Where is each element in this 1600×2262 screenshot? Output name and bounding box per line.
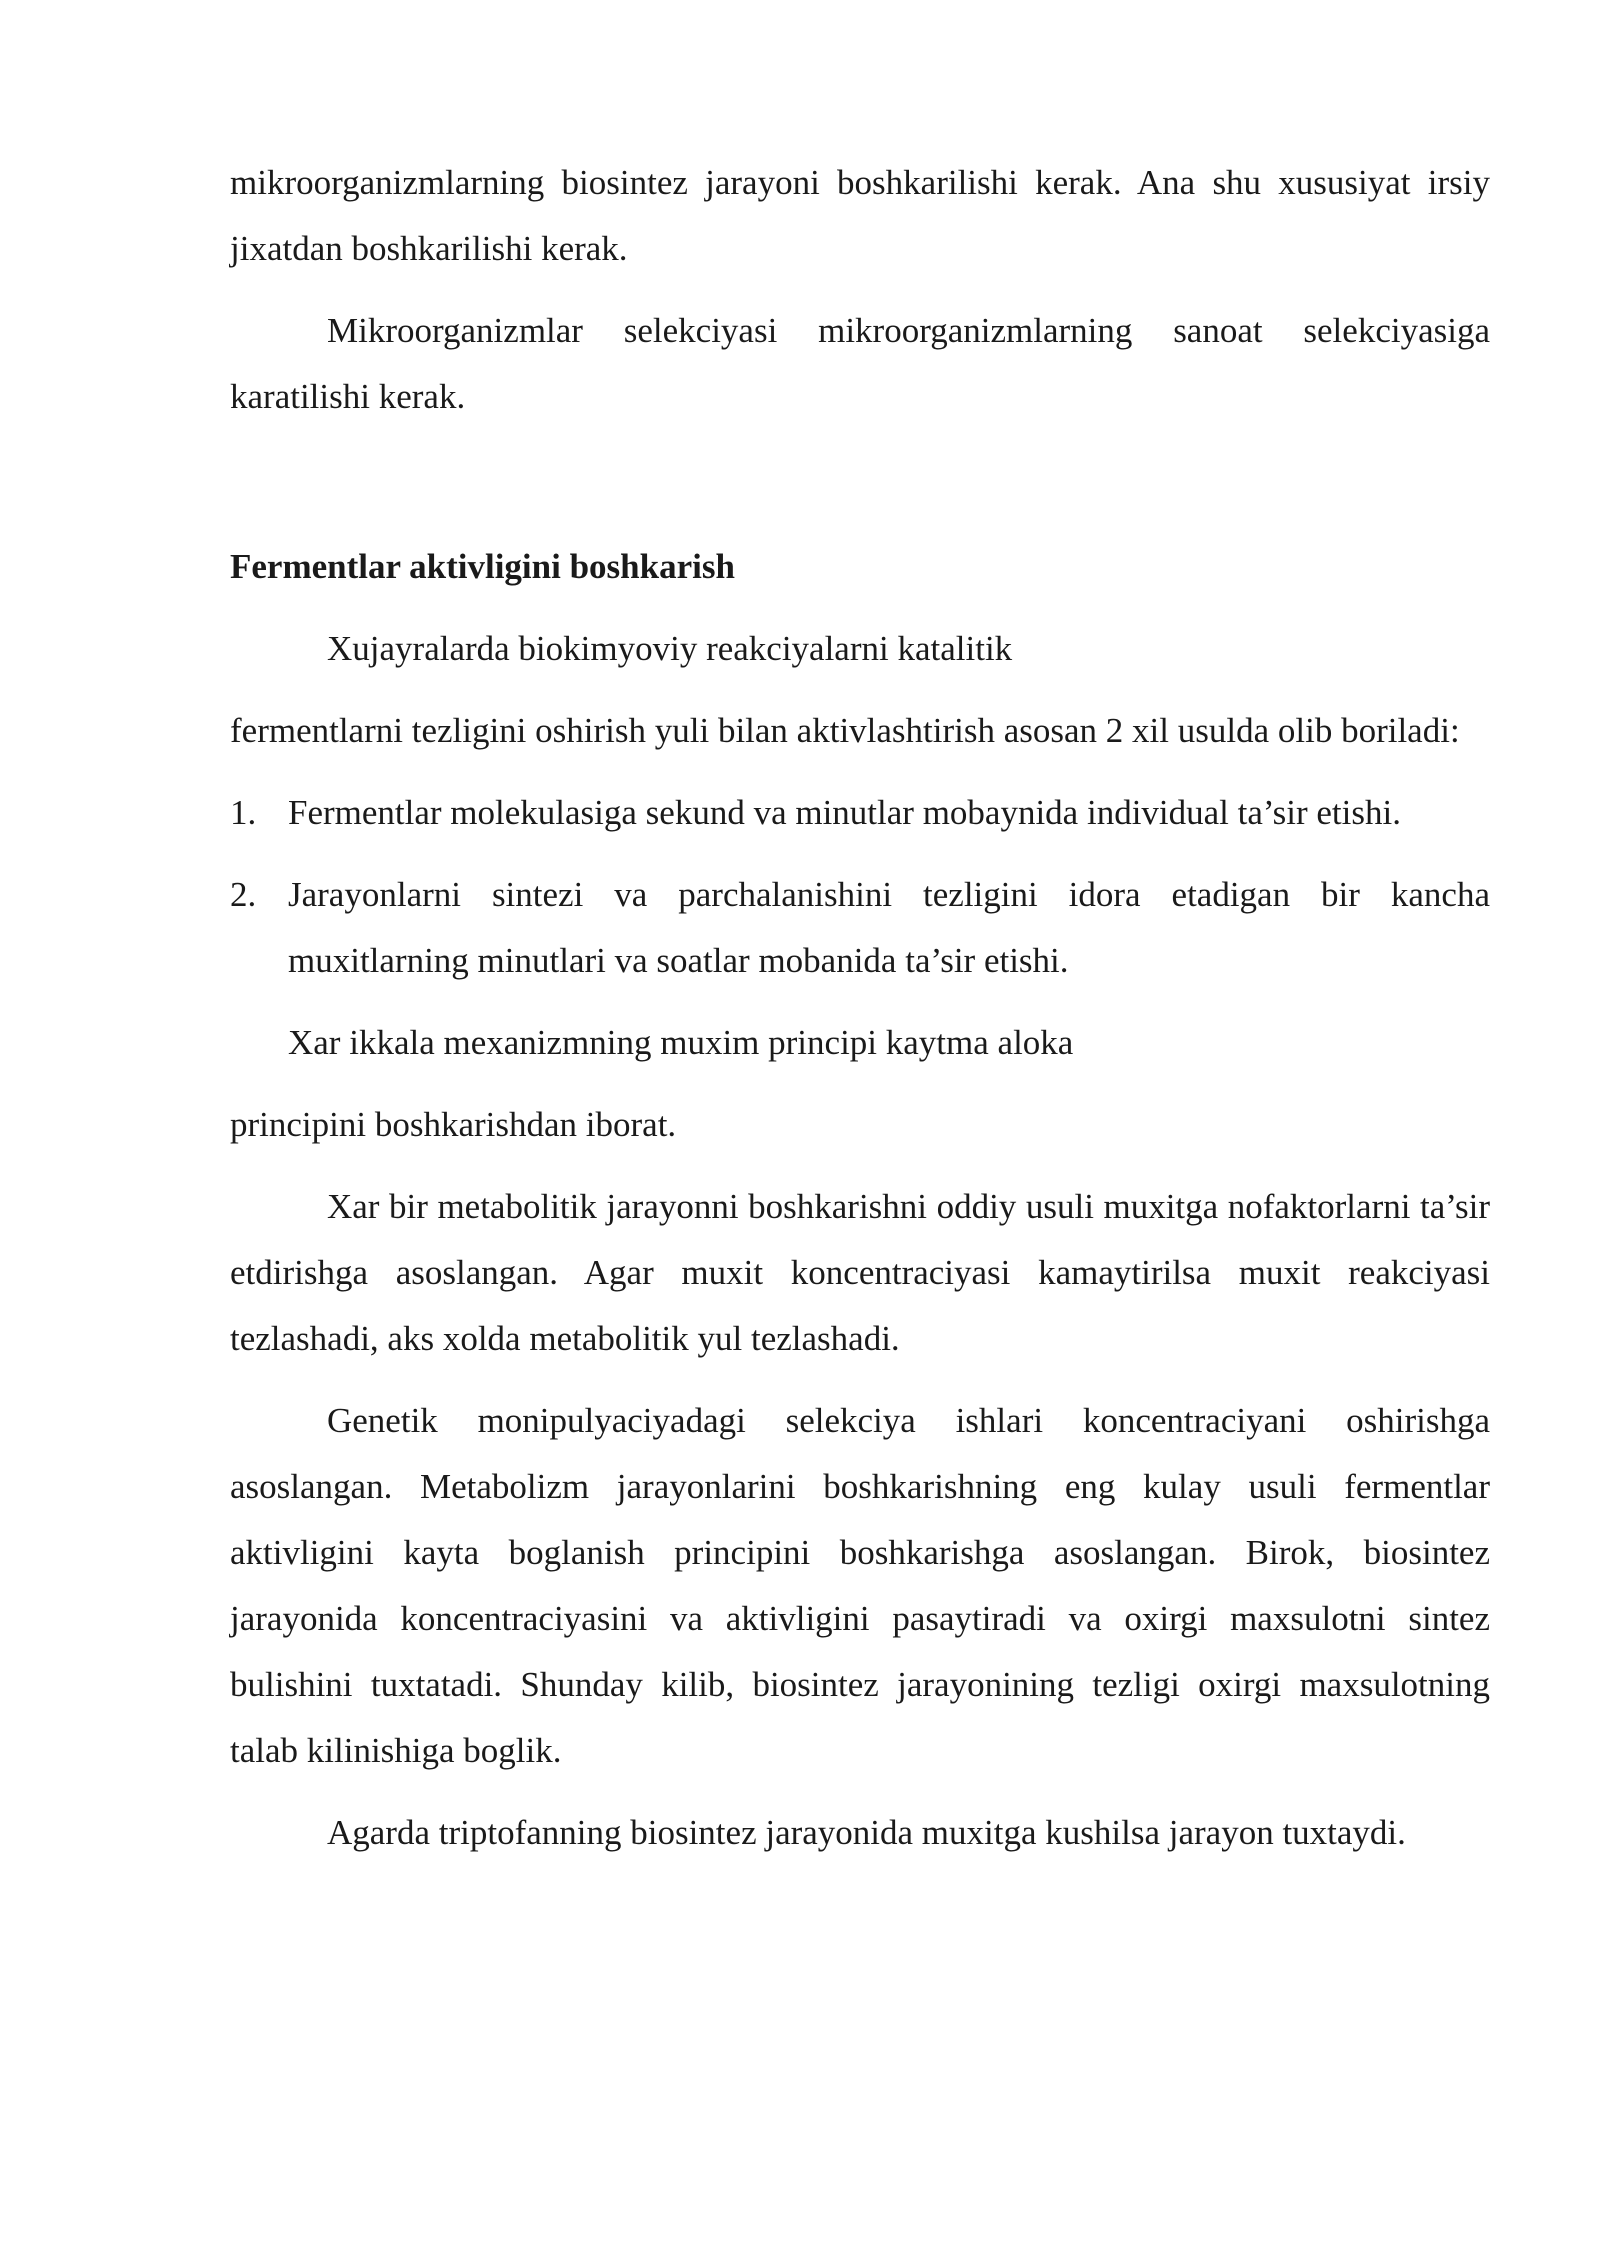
paragraph-3-line-1: Xujayralarda biokimyoviy reakciyalarni katalitik bbox=[327, 629, 1013, 668]
list-item-2 bbox=[230, 862, 1490, 994]
paragraph-2: Mikroorganizmlar selekciyasi mikroorganizmlarning sanoat selekciyasiga karatilishi kerak. bbox=[230, 311, 1490, 416]
paragraph-7: Agarda triptofanning biosintez jarayonida muxitga kushilsa jarayon tuxtaydi. bbox=[327, 1813, 1406, 1852]
paragraph-5: Xar bir metabolitik jarayonni boshkarishni oddiy usuli muxitga nofaktorlarni ta’sir etdirishga asoslangan. Agar muxit koncentraciyasi kamaytirilsa muxit reakciyasi tezlashadi, aks xolda metabolitik yul tezlashadi. bbox=[230, 1187, 1490, 1358]
paragraph-6: Genetik monipulyaciyadagi selekciya ishlari koncentraciyani oshirishga asoslangan. Metabolizm jarayonlarini boshkarishning eng kulay usuli fermentlar aktivligini kayta boglanish principini boshkarishga asoslangan. Birok, biosintez jarayonida koncentraciyasini va aktivligini pasaytiradi va oxirgi maxsulotni sintez bulishini tuxtatadi. Shunday kilib, biosintez jarayonining tezligi oxirgi maxsulotning talab kilinishiga boglik. bbox=[230, 1401, 1490, 1770]
paragraph-4-line-1: Xar ikkala mexanizmning muxim principi kaytma aloka bbox=[288, 1023, 1074, 1062]
paragraph-1: mikroorganizmlarning biosintez jarayoni boshkarilishi kerak. Ana shu xususiyat irsiy jixatdan boshkarilishi kerak. bbox=[230, 163, 1490, 268]
document-page bbox=[230, 150, 1490, 1882]
paragraph-3-line-2: fermentlarni tezligini oshirish yuli bilan aktivlashtirish asosan 2 xil usulda olib boriladi: bbox=[230, 711, 1460, 750]
list-item-text: Jarayonlarni sintezi va parchalanishini tezligini idora etadigan bir kancha muxitlarning minutlari va soatlar mobanida ta’sir etishi. bbox=[288, 875, 1490, 980]
paragraph-4-line-2: principini boshkarishdan iborat. bbox=[230, 1105, 677, 1144]
list-number: 2. bbox=[230, 875, 257, 914]
list-item-text: Fermentlar molekulasiga sekund va minutlar mobaynida individual ta’sir etishi. bbox=[288, 793, 1401, 832]
section-heading: Fermentlar aktivligini boshkarish bbox=[230, 547, 735, 586]
list-number: 1. bbox=[230, 793, 257, 832]
list-item-1 bbox=[230, 780, 1490, 846]
